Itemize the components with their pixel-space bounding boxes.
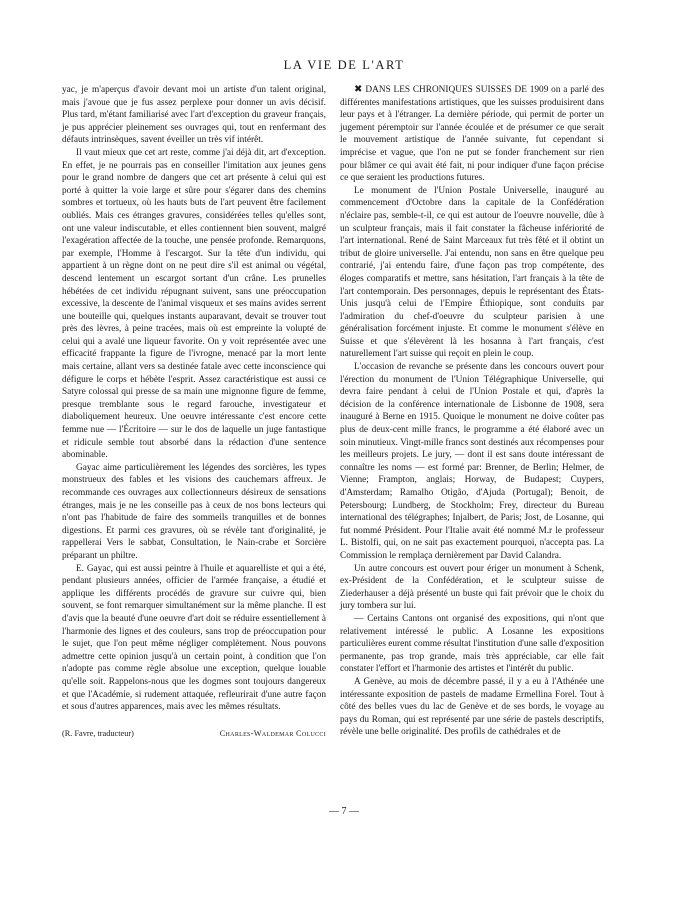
signature-block (62, 728, 326, 741)
paragraph: Gayac aime particulièrement les légendes des sorcières, les types monstrueux des fables et les visions des cauchemars affreux. Je recommande ces ouvrages aux collectionneurs désireux de sensations étranges, mais je ne les conseille pas à ceux de nos bons lecteurs qui n'ont pas l'habitude de faire des sommeils tranquilles et de bonnes digestions. Et parmi ces gravures, où se révèle tant d'originalité, je rappellerai Vers le sabbat, Consultation, le Nain-crabe et Sorcière préparant un philtre. (62, 462, 326, 561)
left-column (62, 84, 326, 740)
paragraph: L'occasion de revanche se présente dans les concours ouvert pour l'érection du monument de l'Union Télégraphique Universelle, qui devra faire pendant à celui de l'Union Postale et qui, d'après la décision de la conférence internationale de Lisbonne de 1908, sera inauguré à Berne en 1915. Quoique le monument ne doive coûter pas plus de deux-cent mille francs, le programme a été élaboré avec un soin minutieux. Vingt-mille francs sont destinés aux récompenses pour les meilleurs projets. Le jury, — dont il est sans doute intéressant de connaître les noms — est formé par: Brenner, de Berlin; Helmer, de Vienne; Frampton, anglais; Horway, de Budapest; Cuypers, d'Amsterdam; Ramalho Otigão, d'Ajuda (Portugal); Benoit, de Petersbourg; Lundberg, de Stockholm; Frey, directeur du Bureau international des télégraphes; Injalbert, de Paris; Jost, de Losanne, qui fut nommé Président. Pour l'Italie avait été nommé M.r le professeur L. Bistolfi, qui, on ne sait pas exactement pourquoi, n'accepta pas. La Commission le remplaça dernièrement par David Calandra. (340, 362, 604, 561)
running-header: LA VIE DE L'ART (283, 58, 405, 72)
pointing-hand-icon: ✖ (354, 84, 363, 95)
right-column (340, 84, 604, 739)
paragraph: yac, je m'aperçus d'avoir devant moi un artiste d'un talent original, mais j'avoue que je fus assez perplexe pour donner un avis décisif. Plus tard, m'étant familiarisé avec l'art d'exception du graveur français, je pus apprécier pleinement ses ouvrages qui, tout en renfermant des défauts intrinsèques, savent éveiller un très vif intérêt. (62, 85, 326, 146)
paragraph: Il vaut mieux que cet art reste, comme j'ai déjà dit, art d'exception. En effet, je ne pourrais pas en conseiller l'imitation aux jeunes gens pour le grand nombre de dangers que cet art présente à celui qui est porté à quitter la voie large et sûre pour s'égarer dans des chemins sombres et tortueux, où les hauts buts de l'art peuvent être facilement oubliés. Mais ces étranges gravures, considérées telles qu'elles sont, ont une valeur indiscutable, et elles contiennent bien souvent, malgré l'exagération affectée de la touche, une pensée profonde. Remarquons, par exemple, l'Homme à l'escargot. Sur la tête d'un individu, qui appartient à un règne dont on ne peut dire s'il est animal ou végétal, descend lentement un escargot sortant d'un crâne. Les prunelles hébétées de cet individu répugnant suivent, sans une préoccupation excessive, la descente de l'animal visqueux et ses mains avides serrent une bouteille qui, quelques instants auparavant, devait se trouver tout près des lèvres, à peine tracées, mais où est empreinte la volupté de celui qui a avalé une liqueur favorite. On y voit représentée avec une efficacité frappante la figure de l'ivrogne, menacé par la mort lente mais certaine, allant vers sa destinée fatale avec cette inconscience qui défigure le corps et hébète l'esprit. Assez caractéristique est aussi ce Satyre colossal qui presse de sa main une mignonne figure de femme, presque tremblante sous le regard farouche, investigateur et diaboliquement heureux. Une oeuvre intéressante c'est encore cette femme nue — l'Écritoire — sur le dos de laquelle un juge fantastique et ridicule semble tout absorbé dans la rédaction d'une sentence abominable. (62, 147, 326, 461)
page-number: — 7 — (329, 806, 359, 817)
paragraph-text: DANS LES CHRONIQUES SUISSES DE 1909 on a parlé des différentes manifestations artistiques, que les suisses produisirent dans leur pays et à l'étranger. La dernière période, qui permit de porter un jugement péremptoir sur l'année écoulée et de présumer ce que serait le mouvement artistique de l'année suivante, fut cependant si imprécise et vague, que l'on ne put se fonder franchement sur rien pour blâmer ce qui avait été fait, ni pour indiquer d'une façon précise ce que seraient les productions futures. (340, 85, 604, 184)
translator-credit: (R. Favre, traducteur) (62, 728, 134, 738)
paragraph (340, 84, 604, 185)
author-name: Charles-Waldemar Colucci (219, 728, 326, 738)
paragraph: A Genève, au mois de décembre passé, il y a eu à l'Athénée une intéressante exposition de pastels de madame Ermellina Forel. Tout à côté des belles vues du lac de Genève et de ses bords, le voyage au pays du Roman, qui est représenté par une série de pastels descriptifs, révèle une belle originalité. Des profils de cathédrales et de (340, 676, 604, 738)
paragraph: Le monument de l'Union Postale Universelle, inauguré au commencement d'Octobre dans la capitale de la Confédération n'éclaire pas, semble-t-il, ce qui est autour de l'oeuvre nouvelle, dûe à un sculpteur français, mais il fait constater la fâcheuse infériorité de l'art international. René de Saint Marceaux fut très fêté et il obtint un tribut de gloire universelle. J'ai entendu, non sans en être quelque peu contrarié, j'ai entendu faire, d'une façon pas trop compétente, des éloges comparatifs et mettre, sans hésitation, l'art français à la tête de l'art contemporain. Des personnages, depuis le représentant des États-Unis jusqu'à celui de l'Empire Éthiopique, sont conduits par l'admiration du chef-d'oeuvre du sculpteur parisien à une généralisation forcément injuste. Et comme le monument s'élève en Suisse et que s'élevèrent là les hosanna à l'art français, c'est naturellement l'art suisse qui reçoit en plein le coup. (340, 185, 604, 360)
paragraph: — Certains Cantons ont organisé des expositions, qui n'ont que relativement intéressé le public. A Losanne les expositions particulières eurent comme résultat l'institution d'une salle d'exposition permanente, pas trop grande, mais très appréciable, car elle fait constater l'effort et l'harmonie des artistes et l'intérêt du public. (340, 613, 604, 675)
paragraph: E. Gayac, qui est aussi peintre à l'huile et aquarelliste et qui a été, pendant plusieurs années, officier de l'armée française, a étudié et applique les différents procédés de gravure sur cuivre qui, bien souvent, se font remarquer simultanément sur la même planche. Il est d'avis que la beauté d'une oeuvre d'art doit se réduire essentiellement à l'harmonie des lignes et des couleurs, sans trop de préoccupation pour le sujet, que l'on peut même négliger complètement. Nous pouvons admettre cette opinion jusqu'à un certain point, à condition que l'on n'adopte pas comme règle absolue une exception, quelque louable qu'elle soit. Rappelons-nous que les dogmes sont toujours dangereux et que l'Académie, si rudement attaquée, refleurirait d'une autre façon et sous d'autres apparences, mais avec les mêmes résultats. (62, 563, 326, 713)
paragraph: Un autre concours est ouvert pour ériger un monument à Schenk, ex-Président de la Confédération, et le sculpteur suisse de Ziederhauser a déjà présenté un buste qui fait prévoir que le choix du jury tombera sur lui. (340, 563, 604, 612)
